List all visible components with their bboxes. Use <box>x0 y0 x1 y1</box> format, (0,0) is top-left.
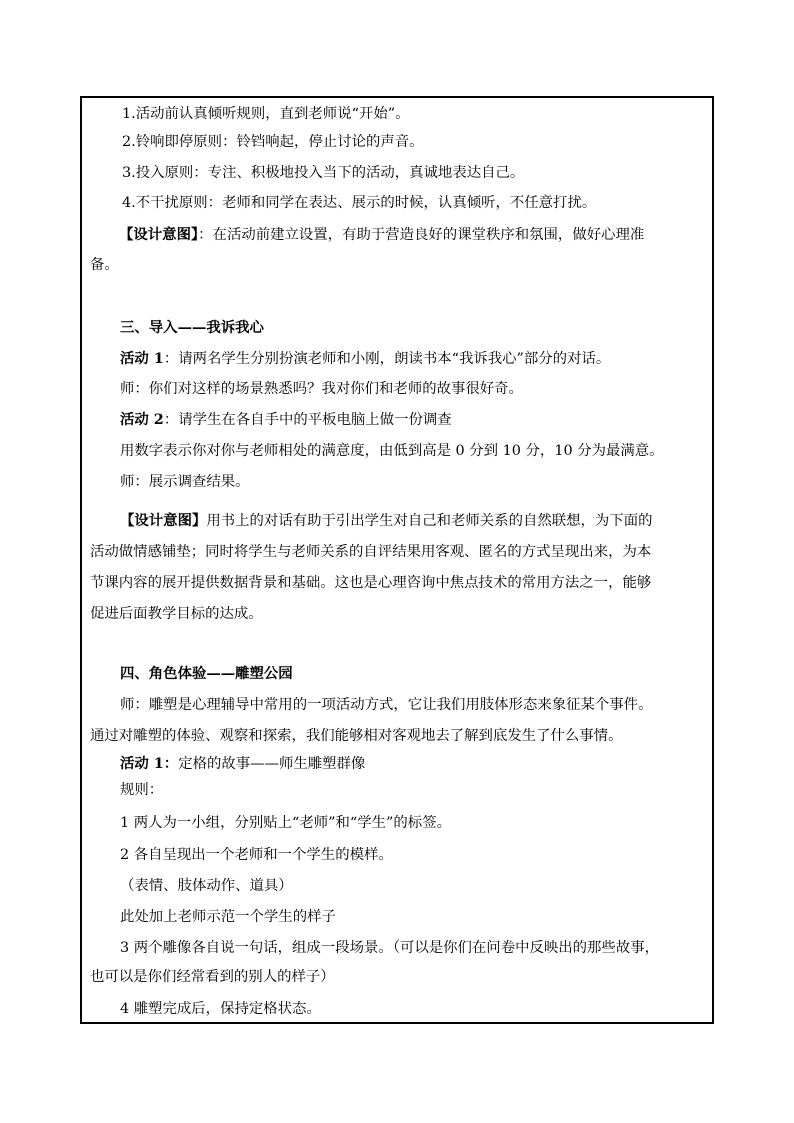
show-results: 师：展示调查结果。 <box>120 474 250 490</box>
section-3-activity-2 <box>120 410 452 430</box>
section-4-intro-2: 通过对雕塑的体验、观察和探索，我们能够相对客观地去了解到底发生了什么事情。 <box>90 728 623 744</box>
rule-4: 4.不干扰原则：老师和同学在表达、展示的时候，认真倾听，不任意打扰。 <box>122 195 597 211</box>
design-intent-2-label: 【设计意图】 <box>120 512 207 529</box>
design-intent-2 <box>120 511 652 531</box>
rule-dialogue-cont: 也可以是你们经常看到的别人的样子） <box>90 969 335 985</box>
design-intent-2-text: 用书上的对话有助于引出学生对自己和老师关系的自然联想，为下面的 <box>206 513 653 529</box>
activity-1-text: ：请两名学生分别扮演老师和小刚，朗读书本“我诉我心”部分的对话。 <box>163 351 611 367</box>
activity-1-label: 活动 1 <box>120 350 164 367</box>
rules-label: 规则： <box>120 782 164 798</box>
section-4-heading: 四、角色体验——雕塑公园 <box>120 665 293 682</box>
rule-pairs: 1 两人为一小组，分别贴上“老师”和“学生”的标签。 <box>120 815 451 831</box>
design-intent-1 <box>119 225 644 245</box>
section-4-activity-1-text: 定格的故事——师生雕塑群像 <box>178 756 366 772</box>
section-4-activity-1 <box>120 754 365 774</box>
survey-instruction: 用数字表示你对你与老师相处的满意度，由低到高是 0 分到 10 分，10 分为最满意。 <box>120 443 664 459</box>
design-intent-1-cont: 备。 <box>90 257 119 273</box>
design-intent-2-line-4: 促进后面教学目标的达成。 <box>90 606 263 622</box>
lesson-table-cell <box>80 96 714 1024</box>
activity-2-text: ：请学生在各自手中的平板电脑上做一份调查 <box>163 412 452 428</box>
section-4-activity-1-label: 活动 1： <box>120 755 179 772</box>
rule-freeze: 4 雕塑完成后，保持定格状态。 <box>120 1001 321 1017</box>
design-intent-2-line-3: 节课内容的展开提供数据背景和基础。这也是心理咨询中焦点技术的常用方法之一，能够 <box>90 575 652 591</box>
teacher-demo: 此处加上老师示范一个学生的样子 <box>120 909 336 925</box>
rule-3: 3.投入原则：专注、积极地投入当下的活动，真诚地表达自己。 <box>122 165 525 181</box>
section-3-heading: 三、导入——我诉我心 <box>120 319 264 336</box>
rule-1: 1.活动前认真倾听规则，直到老师说“开始”。 <box>122 106 410 122</box>
section-4-intro-1: 师：雕塑是心理辅导中常用的一项活动方式，它让我们用肢体形态来象征某个事件。 <box>120 697 653 713</box>
teacher-question: 师：你们对这样的场景熟悉吗？我对你们和老师的故事很好奇。 <box>120 381 523 397</box>
rule-present-note: （表情、肢体动作、道具） <box>120 878 293 894</box>
design-intent-text: ：在活动前建立设置，有助于营造良好的课堂秩序和氛围，做好心理准 <box>198 227 645 243</box>
rule-2: 2.铃响即停原则：铃铛响起，停止讨论的声音。 <box>122 134 424 150</box>
section-3-activity-1 <box>120 349 610 369</box>
activity-2-label: 活动 2 <box>120 411 164 428</box>
rule-dialogue: 3 两个雕像各自说一句话，组成一段场景。（可以是你们在问卷中反映出的那些故事， <box>120 940 659 956</box>
design-intent-label: 【设计意图】 <box>119 226 199 243</box>
rule-present: 2 各自呈现出一个老师和一个学生的模样。 <box>120 847 393 863</box>
design-intent-2-line-2: 活动做情感铺垫；同时将学生与老师关系的自评结果用客观、匿名的方式呈现出来，为本 <box>90 544 652 560</box>
